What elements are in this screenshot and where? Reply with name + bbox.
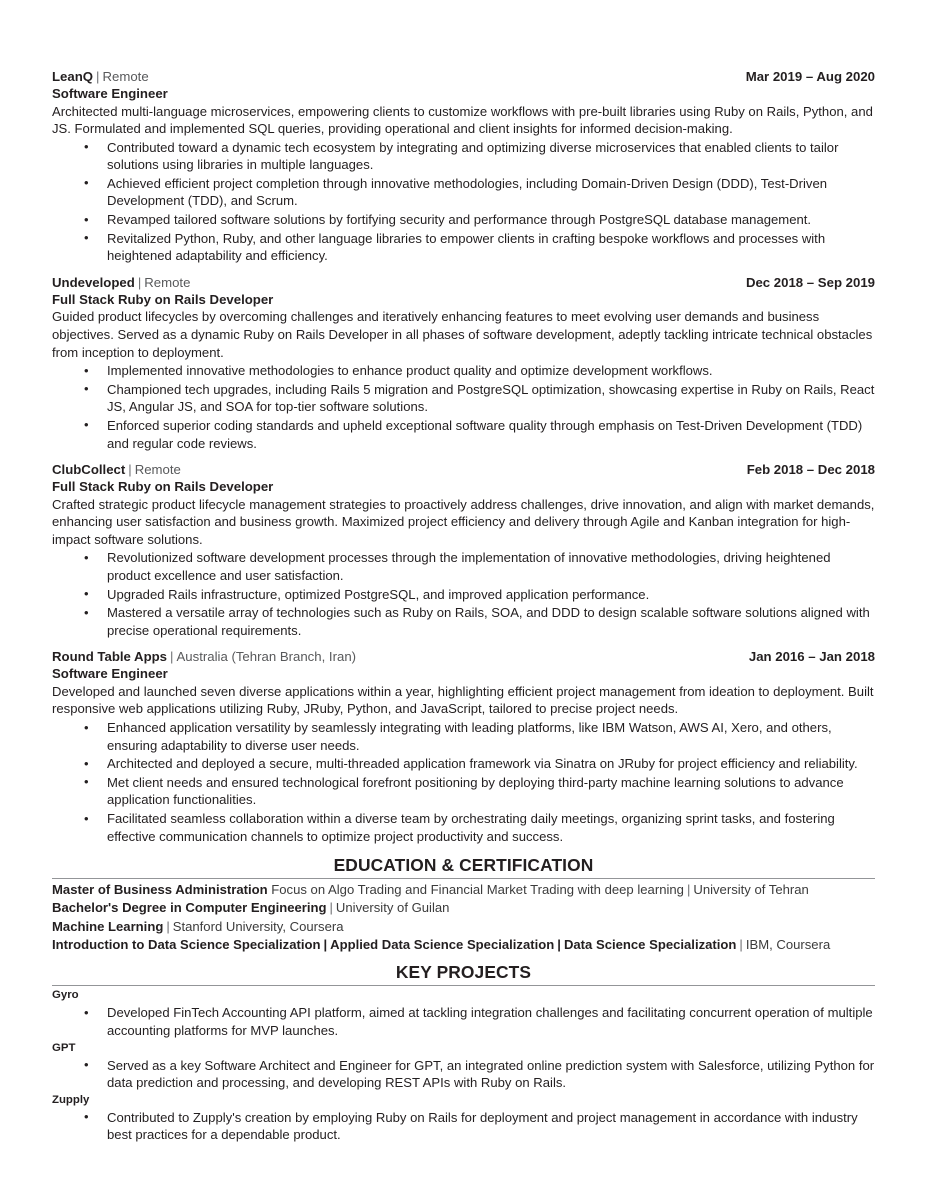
- project-bullet-list: [52, 1004, 875, 1039]
- project-name: Zupply: [52, 1093, 90, 1106]
- education-degree: Bachelor's Degree in Computer Engineering: [52, 900, 327, 916]
- certification-issuer: IBM, Coursera: [745, 937, 831, 953]
- job-bullet: • Revitalized Python, Ruby, and other language libraries to empower clients in crafting bespoke workflows and processes with heightened adaptability and efficiency.: [52, 230, 875, 265]
- company-name: Undeveloped: [52, 274, 135, 290]
- job-bullet: • Architected and deployed a secure, multi-threaded application framework via Sinatra on JRuby for project efficiency and reliability.: [52, 755, 875, 773]
- education-institution: Stanford University, Coursera: [172, 918, 344, 934]
- certification-separator: |: [557, 937, 561, 953]
- company-name: Round Table Apps: [52, 649, 168, 665]
- job-bullet: • Enforced superior coding standards and upheld exceptional software quality through emphasis on Test-Driven Development (TDD) and regular code reviews.: [52, 417, 875, 452]
- job-bullet: • Implemented innovative methodologies to enhance product quality and optimize development workflows.: [52, 362, 875, 380]
- experience-entry: [52, 461, 875, 639]
- employment-dates: Dec 2018 – Sep 2019: [745, 274, 875, 290]
- company-location-separator: |: [96, 69, 100, 84]
- company-name: ClubCollect: [52, 462, 126, 478]
- education-degree: Master of Business Administration: [52, 882, 268, 898]
- job-bullet: • Revamped tailored software solutions by fortifying security and performance through PostgreSQL database management.: [52, 211, 875, 229]
- experience-header: [52, 274, 875, 291]
- job-summary: Architected multi-language microservices, empowering clients to customize workflows with pre-built libraries using Ruby on Rails, Python, and JS. Formulated and implemented SQL queries, providing operational and client insights for informed decision-making.: [52, 103, 873, 137]
- projects-section-divider: [52, 985, 875, 986]
- experience-header: [52, 648, 875, 665]
- company-location-separator: |: [170, 649, 174, 665]
- project-entry: [52, 1041, 875, 1092]
- job-bullet-list: [52, 362, 875, 452]
- experience-section: [52, 68, 875, 845]
- project-entry: [52, 988, 875, 1039]
- project-bullet-list: [52, 1109, 875, 1144]
- job-title: Software Engineer: [52, 86, 168, 101]
- projects-section-heading: KEY PROJECTS: [395, 962, 532, 983]
- company-location-separator: |: [137, 274, 142, 290]
- company-location: Remote: [102, 69, 149, 84]
- job-bullet: • Revolutionized software development processes through the implementation of innovative methodologies, driving heightened product excellence and user satisfaction.: [52, 549, 875, 584]
- education-separator: |: [329, 900, 333, 916]
- company-location: Remote: [144, 274, 191, 290]
- education-separator: |: [686, 882, 691, 898]
- job-bullet: • Championed tech upgrades, including Rails 5 migration and PostgreSQL optimization, showcasing expertise in Ruby on Rails, React JS, Angular JS, and SOA for top-tier software solutions.: [52, 381, 875, 416]
- company-location: Remote: [134, 462, 181, 478]
- experience-company-line: [52, 461, 181, 478]
- experience-entry: [52, 68, 875, 265]
- experience-company-line: [52, 68, 149, 85]
- company-location-separator: |: [128, 462, 132, 478]
- project-bullet: • Served as a key Software Architect and Engineer for GPT, an integrated online prediction system with Salesforce, utilizing Python for data prediction and processing, and developing REST APIs with Ruby on Rails.: [52, 1057, 875, 1092]
- project-bullet: • Contributed to Zupply's creation by employing Ruby on Rails for deployment and project management in accordance with industry best practices for a dependable product.: [52, 1109, 875, 1144]
- education-entry: [52, 899, 875, 917]
- project-bullet: • Developed FinTech Accounting API platform, aimed at tackling integration challenges and facilitating concurrent operation of multiple accounting platforms for MVP launches.: [52, 1004, 875, 1039]
- project-name: Gyro: [52, 989, 79, 1002]
- education-section-divider: [52, 878, 875, 879]
- experience-company-line: [52, 648, 356, 665]
- job-bullet-list: [52, 549, 875, 639]
- experience-company-line: [52, 274, 190, 291]
- job-bullet: • Contributed toward a dynamic tech ecosystem by integrating and optimizing diverse microservices that enabled clients to tailor solutions using libraries in multiple languages.: [52, 139, 875, 174]
- job-bullet: • Facilitated seamless collaboration within a diverse team by orchestrating daily meetings, organizing sprint tasks, and fostering effective communication channels to optimize project productivity and success.: [52, 810, 875, 845]
- job-summary: Guided product lifecycles by overcoming challenges and iteratively enhancing features to meet evolving user demands and business objectives. Served as a dynamic Ruby on Rails Developer in all phases of software development, adeptly tackling intricate technical obstacles from inception to deployment.: [52, 309, 873, 360]
- certification-issuer-separator: |: [739, 937, 743, 953]
- certification-separator: |: [323, 937, 328, 953]
- job-summary: Crafted strategic product lifecycle management strategies to proactively address challenges, drive innovation, and align with market demands, enhancing user satisfaction and business growth. Maximized project efficiency and delivery through Agile and Kanban integration for high-impact software solutions.: [52, 496, 875, 547]
- education-section-heading: EDUCATION & CERTIFICATION: [333, 855, 594, 876]
- job-bullet-list: [52, 139, 875, 265]
- certification-item: Applied Data Science Specialization: [330, 937, 555, 953]
- certification-entry: [52, 936, 875, 954]
- project-name: GPT: [52, 1041, 76, 1054]
- project-bullet-list: [52, 1057, 875, 1092]
- job-bullet: • Enhanced application versatility by seamlessly integrating with leading platforms, like IBM Watson, AWS AI, Xero, and others, ensuring adaptability to diverse user needs.: [52, 719, 875, 754]
- job-bullet: • Upgraded Rails infrastructure, optimized PostgreSQL, and improved application performance.: [52, 586, 875, 604]
- project-entry: [52, 1093, 875, 1144]
- job-title: Software Engineer: [52, 666, 168, 682]
- company-name: LeanQ: [52, 69, 94, 84]
- employment-dates: Jan 2016 – Jan 2018: [748, 649, 875, 665]
- education-institution: University of Tehran: [693, 882, 809, 898]
- certification-item: Introduction to Data Science Specialization: [52, 937, 321, 953]
- education-detail: Focus on Algo Trading and Financial Market Trading with deep learning: [271, 882, 684, 898]
- job-title: Full Stack Ruby on Rails Developer: [52, 479, 274, 495]
- job-summary: Developed and launched seven diverse applications within a year, highlighting efficient project management from ideation to deployment. Built responsive web applications utilizing Ruby, JRuby, Python, and JavaScript, tailored to precise project needs.: [52, 683, 874, 717]
- job-bullet-list: [52, 719, 875, 845]
- experience-entry: [52, 648, 875, 845]
- education-section: [52, 854, 875, 954]
- job-bullet: • Met client needs and ensured technological forefront positioning by deploying third-party machine learning solutions to advance application functionalities.: [52, 774, 875, 809]
- employment-dates: Feb 2018 – Dec 2018: [746, 462, 875, 478]
- education-institution: University of Guilan: [335, 900, 450, 916]
- education-entry: [52, 881, 875, 899]
- experience-header: [52, 461, 875, 478]
- experience-entry: [52, 274, 875, 452]
- experience-header: [52, 68, 875, 85]
- job-title: Full Stack Ruby on Rails Developer: [52, 291, 274, 307]
- education-separator: |: [166, 918, 170, 934]
- company-location: Australia (Tehran Branch, Iran): [176, 649, 357, 665]
- education-degree: Machine Learning: [52, 918, 164, 934]
- employment-dates: Mar 2019 – Aug 2020: [745, 69, 875, 84]
- job-bullet: • Mastered a versatile array of technologies such as Ruby on Rails, SOA, and DDD to design scalable software solutions aligned with precise operational requirements.: [52, 604, 875, 639]
- certification-item: Data Science Specialization: [563, 937, 737, 953]
- projects-section: [52, 961, 875, 1144]
- job-bullet: • Achieved efficient project completion through innovative methodologies, including Domain-Driven Design (DDD), Test-Driven Development (TDD), and Scrum.: [52, 175, 875, 210]
- education-entry: [52, 918, 875, 936]
